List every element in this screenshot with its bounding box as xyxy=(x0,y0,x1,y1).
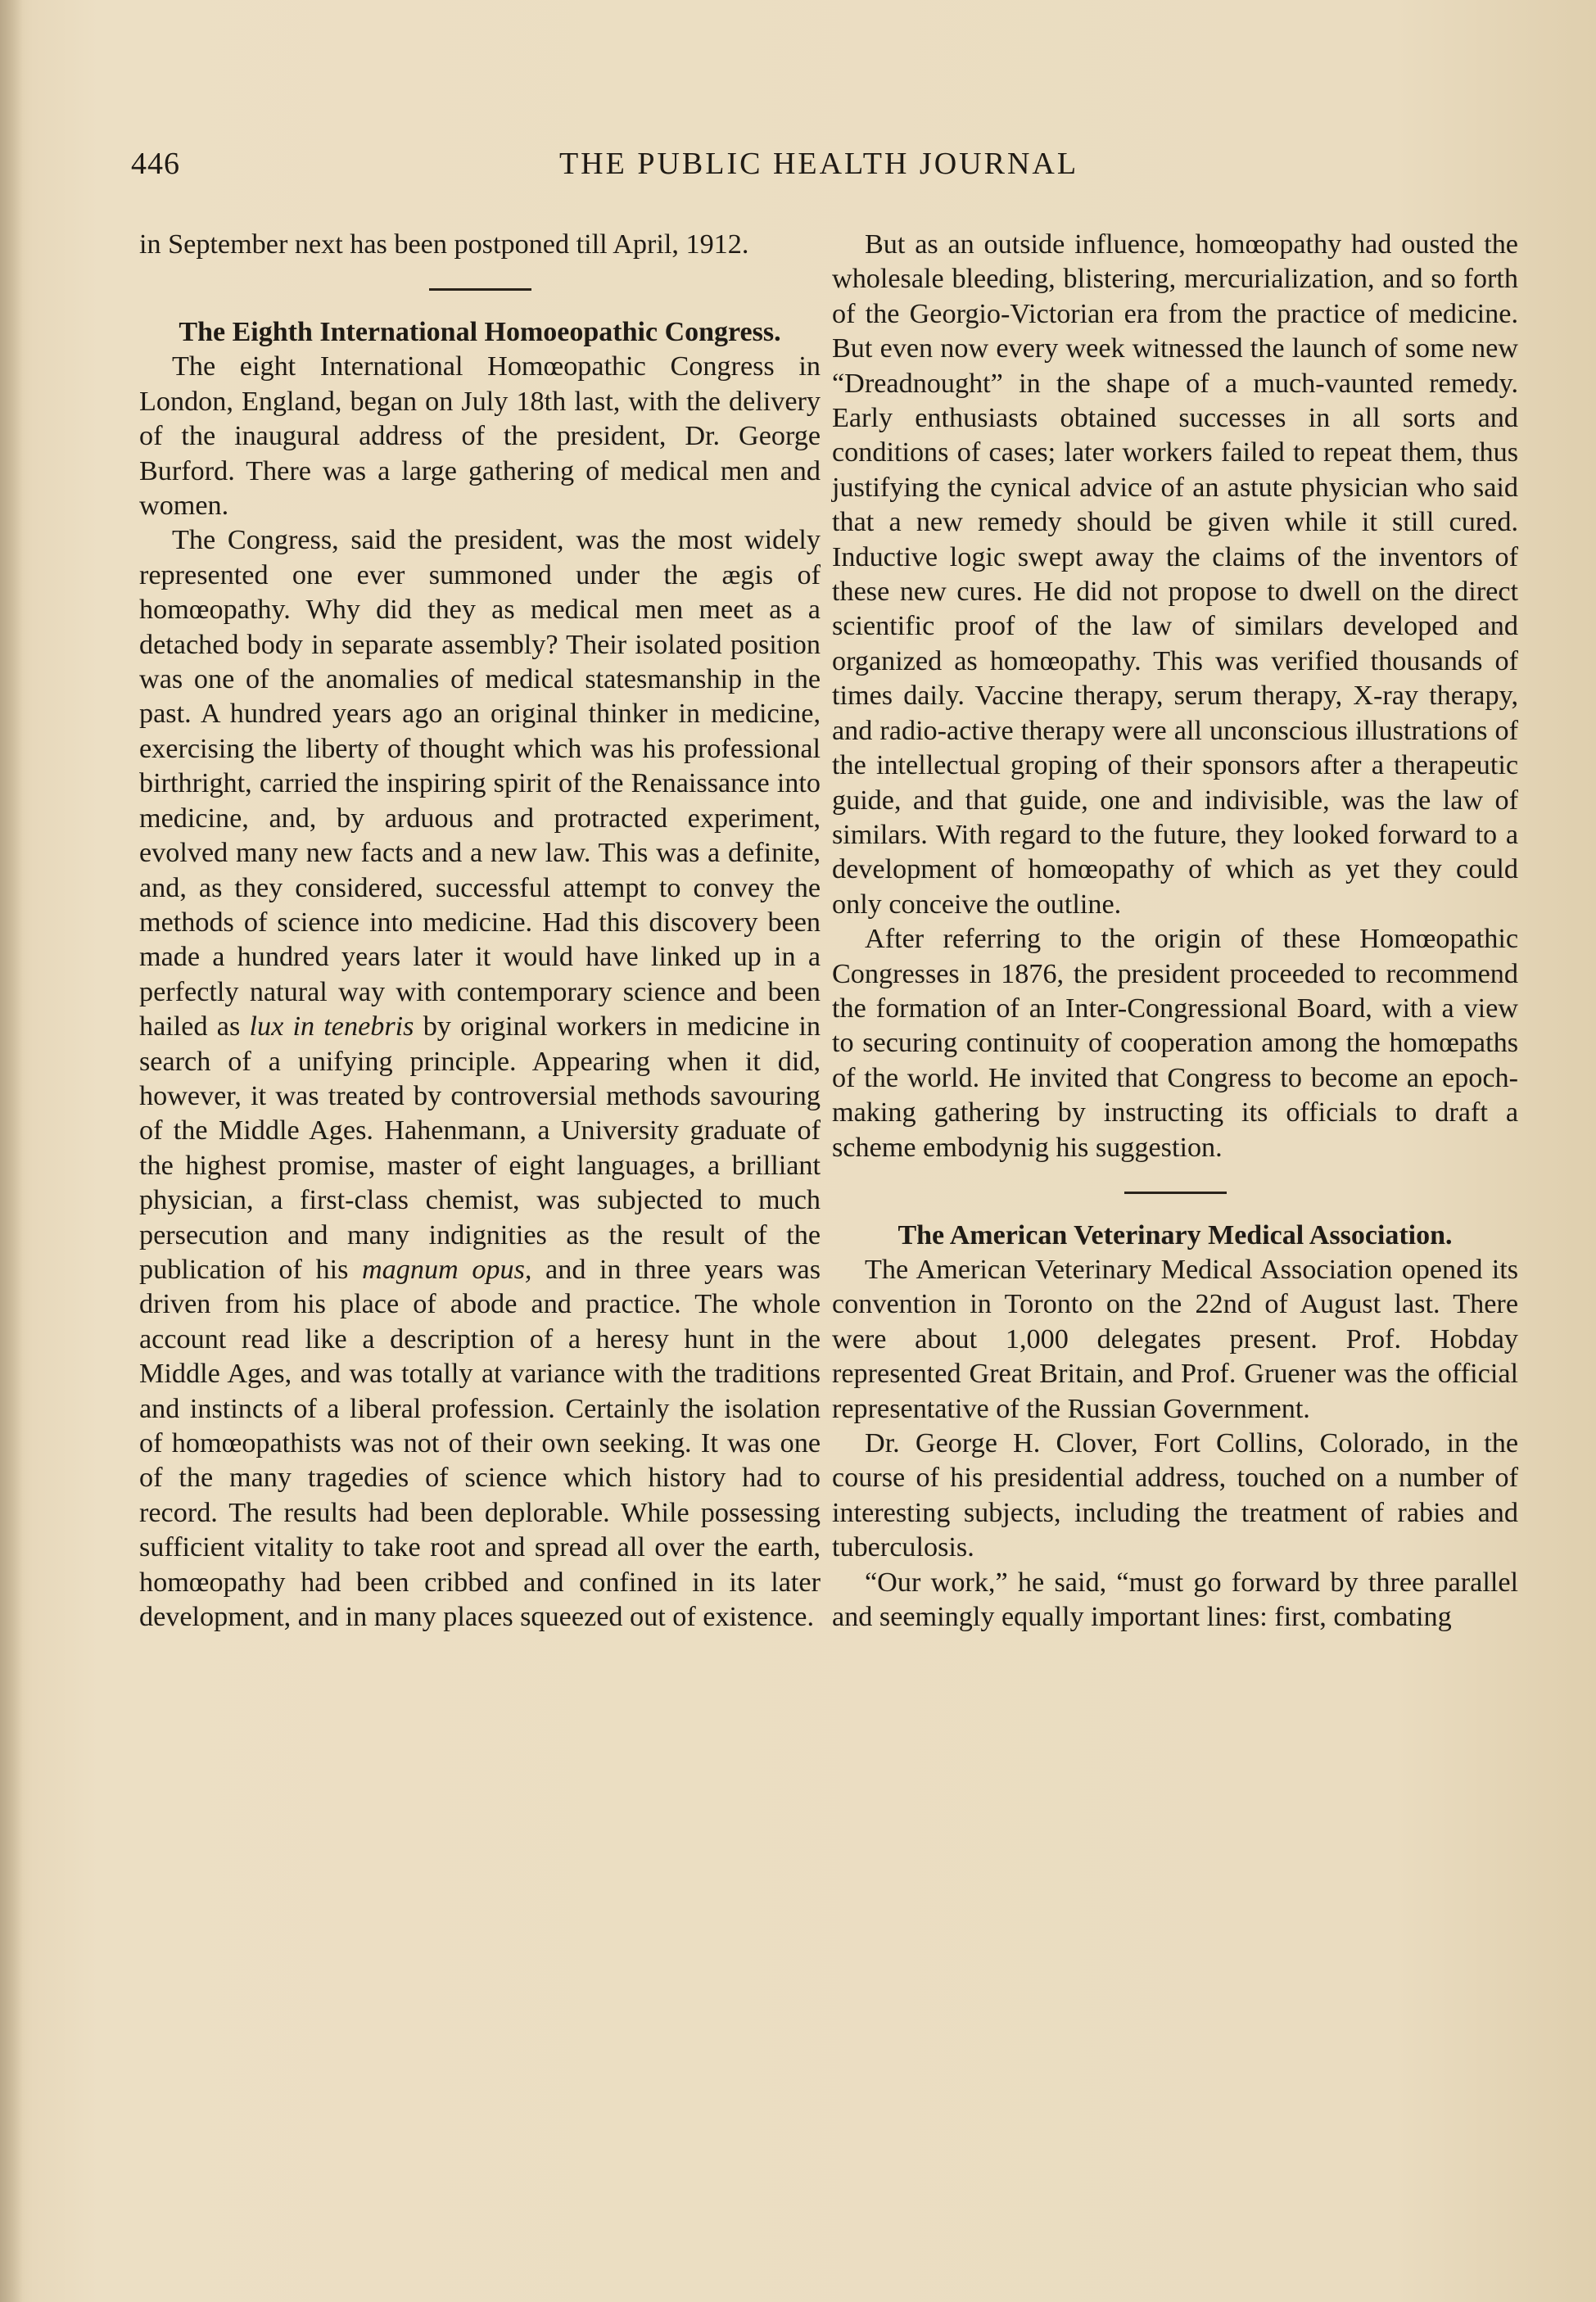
paragraph-text: by original workers in medicine in search of a unifying principle. Appearing when it did, however, it was treated by controversial methods savouring of the Middle Ages. Hahenmann, a University graduate of the highest promise, master of eight languages, a brilliant physician, a first-class chemist, was subjected to much persecution and many indignities as the result of the publication of his xyxy=(139,1011,821,1285)
latin-phrase: lux in tenebris xyxy=(249,1011,414,1042)
article-paragraph: Dr. George H. Clover, Fort Collins, Colorado, in the course of his presidential address, touched on a number of interesting subjects, including the treatment of rabies and tuberculosis. xyxy=(832,1428,1518,1563)
article-paragraph xyxy=(139,523,821,1635)
article-paragraph: The eight International Homœopathic Congress in London, England, began on July 18th last, with the delivery of the inaugural address of the president, Dr. George Burford. There was a large gathering of medical men and women. xyxy=(139,351,821,522)
right-column xyxy=(832,228,1518,1635)
page-edge-shadow xyxy=(0,0,23,2302)
left-column xyxy=(139,228,821,1635)
running-header xyxy=(131,146,1507,195)
latin-phrase: magnum opus, xyxy=(361,1254,532,1285)
journal-title: THE PUBLIC HEALTH JOURNAL xyxy=(558,147,1079,181)
article-heading-veterinary-association: The American Veterinary Medical Association. xyxy=(897,1219,1453,1250)
page-number: 446 xyxy=(131,147,180,181)
article-paragraph: But as an outside influence, homœopathy had ousted the wholesale bleeding, blistering, mercurialization, and so forth of the Georgio-Victorian era from the practice of medicine. But even now every week witnessed the launch of some new “Dreadnought” in the shape of a much-vaunted remedy. Early enthusiasts obtained successes in all sorts and conditions of cases; later workers failed to repeat them, thus justifying the cynical advice of an astute physician who said that a new remedy should be given while it still cured. Inductive logic swept away the claims of the inventors of these new cures. He did not propose to dwell on the direct scientific proof of the law of similars developed and organized as homœopathy. This was verified thousands of times daily. Vaccine therapy, serum therapy, X-ray therapy, and radio-active therapy were all unconscious illustrations of the intellectual groping of their sponsors after a therapeutic guide, and that guide, one and indivisible, was the law of similars. With regard to the future, they looked forward to a development of homœopathy of which as yet they could only conceive the outline. xyxy=(832,229,1518,920)
section-divider xyxy=(1124,1192,1227,1194)
section-divider xyxy=(429,288,531,291)
paragraph-text: The Congress, said the president, was the most widely represented one ever summoned under the ægis of homœopathy. Why did they as medical men meet as a detached body in separate assembly? Their isolated position was one of the anomalies of medical statesmanship in the past. A hundred years ago an original thinker in medicine, exercising the liberty of thought which was his professional birthright, carried the inspiring spirit of the Renaissance into medicine, and, by arduous and protracted experiment, evolved many new facts and a new law. This was a definite, and, as they considered, successful attempt to convey the methods of science into medicine. Had this discovery been made a hundred years later it would have linked up in a perfectly natural way with contemporary science and been hailed as xyxy=(139,525,821,1042)
continued-paragraph: in September next has been postponed till April, 1912. xyxy=(139,229,749,260)
article-heading-homoeopathic-congress: The Eighth International Homoeopathic Congress. xyxy=(179,317,781,348)
article-paragraph: “Our work,” he said, “must go forward by three parallel and seemingly equally important lines: first, combating xyxy=(832,1567,1518,1633)
paragraph-text: and in three years was driven from his place of abode and practice. The whole account read like a description of a heresy hunt in the Middle Ages, and was totally at variance with the traditions and instincts of a liberal profession. Certainly the isolation of homœopathists was not of their own seeking. It was one of the many tragedies of science which history had to record. The results had been deplorable. While possessing sufficient vitality to take root and spread all over the earth, homœopathy had been cribbed and confined in its later development, and in many places squeezed out of existence. xyxy=(139,1254,821,1633)
article-paragraph: After referring to the origin of these Homœopathic Congresses in 1876, the president proceeded to recommend the formation of an Inter-Congressional Board, with a view to securing continuity of cooperation among the homœpaths of the world. He invited that Congress to become an epoch-making gathering by instructing its officials to draft a scheme embodynig his suggestion. xyxy=(832,924,1518,1163)
article-paragraph: The American Veterinary Medical Association opened its convention in Toronto on the 22nd of August last. There were about 1,000 delegates present. Prof. Hobday represented Great Britain, and Prof. Gruener was the official representative of the Russian Government. xyxy=(832,1254,1518,1424)
